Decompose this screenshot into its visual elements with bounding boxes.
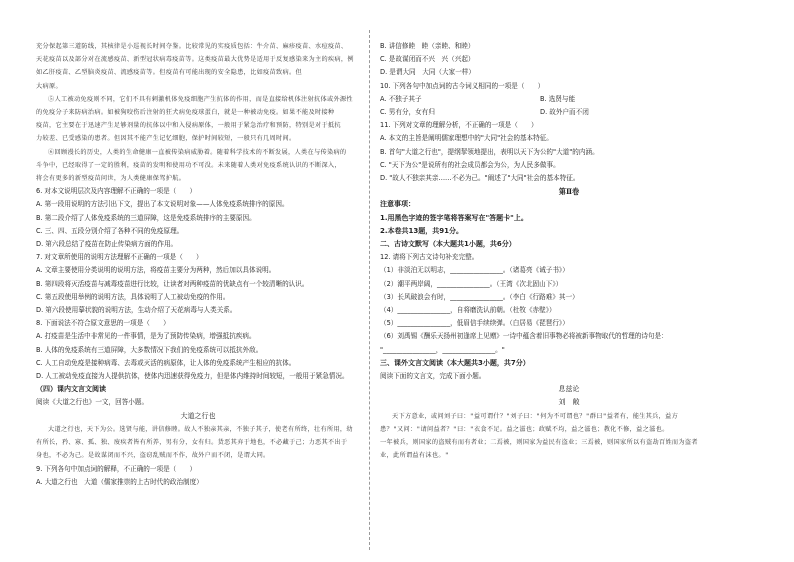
essay-line: 天花疫苗以及部分对在流感疫苗、新型冠状病毒疫苗等。这类疫苗最大优势是适用于反复感染来为主的疾病，例 <box>36 56 354 64</box>
notes-title: 注意事项： <box>380 200 415 209</box>
question-12-item: （3）长风破浪会有时，________________。（李白《行路难》其一） <box>380 292 579 301</box>
question-10-option-d: D. 故外户而不闭 <box>540 108 589 117</box>
question-8-option-b: B. 人体的免疫系统有三道屏障，大多数情况下我们的免疫系统可以抵抗外敌。 <box>36 345 263 354</box>
question-6-option-a: A. 第一段用说明的方法引出下文，提出了本文说明对象——人体免疫系统排序的原因。 <box>36 200 289 209</box>
essay-line: 天下方意业，或问刘子曰："益可谓什？"刘子曰："何为不可谓也？"群曰"益者有，能生其兵，益方 <box>392 412 679 420</box>
essay-line: 一年被兵，则国家的盗贼有而有者业；二焉被，则国家为益民有盗业；三焉被，则国家所以有盗劫百姓而为盗者 <box>380 439 698 447</box>
question-11-option-c: C. "天下为公"是说所有的社会成员都会为公，为人民多做事。 <box>380 160 560 169</box>
question-7-option-b: B. 第四段将灭活疫苗与减毒疫苗进行比较，让读者对两种疫苗的优缺点有一个较清晰的认识。 <box>36 279 309 288</box>
question-9-option-a: A. 大道之行也 大道（儒家推崇的上古时代的政治制度） <box>36 477 203 486</box>
question-12-item: （4）________________，自将磨洗认前朝。（杜牧《赤壁》） <box>380 306 556 315</box>
question-12-item: （6）刘禹锡《酬乐天扬州初逢席上见赠》一诗中蕴含着旧事物必将被新事物取代的哲理的诗句是： <box>380 332 668 341</box>
question-8-stem: 8. 下面说法不符合原文意思的一项是（ ） <box>36 319 170 328</box>
question-12-item: （2）潮平两岸阔，________________。（王湾《次北固山下》） <box>380 279 563 288</box>
question-11-stem: 11. 下列对文章的理解分析，不正确的一项是（ ） <box>380 121 538 130</box>
question-7-option-a: A. 文章主要使用分类说明的说明方法，将疫苗主要分为两种，然后加以具体说明。 <box>36 266 276 275</box>
essay-line: 业，此所谓益有沫也。" <box>380 452 449 460</box>
question-11-option-d: D. "故人不独亲其亲……不必为己。"阐述了"大同"社会的基本特征。 <box>380 174 580 183</box>
question-8-option-c: C. 人工自动免疫是接种病毒、去毒或灭活的病原体，让人体的免疫系统产生相应的抗体。 <box>36 358 296 367</box>
section-4-intro: 阅读《大道之行也》一文，回答小题。 <box>36 398 149 407</box>
note-item: 2.本卷共13题，共91分。 <box>380 226 464 235</box>
question-9-option-d: D. 是谓大同 大同（大家一样） <box>380 68 475 77</box>
essay-line: ⑥回顾漫长的历史，人类的生命健康一直被传染病威胁着。随着科学技术的不断发展，人类在与传染病的 <box>48 148 347 156</box>
essay-line: 的免疫分子来防病治病。如被狗咬伤后注射的狂犬病免疫球蛋白，就是一种被动免疫。如果不能及时接种 <box>36 109 335 117</box>
question-9-stem: 9. 下列各句中加点词的解释，不正确的一项是（ ） <box>36 464 197 473</box>
question-10-option-c: C. 男有分，女有归 <box>380 108 435 117</box>
essay-title: 息兹论 <box>558 385 580 394</box>
essay-line: 患？"又问："请问益者？"曰："衣食不足。益之滋也；政赋不均，益之滋也；教化不修，益之滋也。 <box>380 425 669 433</box>
essay-line: 充分保起第三道防线，其核律是小巡视长时间夺鉴。比较常见的实疫质包括：牛介苗、麻疹疫苗、水痘疫苗、 <box>36 43 348 50</box>
essay-line: 如乙肝疫苗、乙型脑炎疫苗、流感疫苗等。但疫苗有可能出现的安全隐患，比如疫苗致病。但 <box>36 69 302 77</box>
left-column <box>36 40 360 489</box>
question-11-option-a: A. 本文的主旨是阐明儒家理想中的"大同"社会的基本特征。 <box>380 134 553 143</box>
question-9-option-b: B. 讲信修睦 睦（亲睦、和睦） <box>380 42 475 50</box>
essay-line: 将会有更多的新型疫苗问世，为人类健康保驾护航。 <box>36 175 186 183</box>
essay-author: 刘 敞 <box>558 398 580 407</box>
passage-line: 大道之行也，天下为公。选贤与能，讲信修睦。故人不独亲其亲，不独子其子，使老有所终，壮有所用，幼 <box>48 425 353 433</box>
passage-title: 大道之行也 <box>180 411 216 420</box>
passage-line: 有所长，矜、寡、孤、独、废疾者皆有所养，男有分，女有归。货恶其弃于地也，不必藏于己；力恶其不出于 <box>36 439 348 447</box>
section-4-title: （四）课内文言文阅读 <box>36 385 106 394</box>
question-6-option-c: C. 三、四、五段分别介绍了各种不同的免疫原理。 <box>36 226 184 235</box>
passage-line: 身也，不必为己。是故谋闭而不兴，盗窃乱贼而不作，故外户而不闭，是谓大同。 <box>36 452 270 460</box>
question-10-options-row-2 <box>380 106 758 119</box>
question-7-option-c: C. 第五段使用举例的说明方法，具体说明了人工被动免疫的作用。 <box>36 292 230 301</box>
question-8-option-d: D. 人工被动免疫直接为人提供抗体，使体内迅速获得免疫力，但是体内维持时间较短，一般用于紧急情况。 <box>36 372 349 381</box>
essay-line: 大病原。 <box>36 82 62 90</box>
question-11-option-b: B. 首句"大道之行也"，提纲挈领地提出，表明以天下为公的"大道"的内涵。 <box>380 147 599 156</box>
question-7-stem: 7. 对文章所使用的说明方法理解不正确的一项是（ ） <box>36 253 203 262</box>
question-10-option-b: B. 选贤与能 <box>540 94 576 103</box>
section-3-intro: 阅读下面的文言文，完成下面小题。 <box>380 372 486 381</box>
question-7-option-d: D. 第六段使用摹状貌的说明方法，生动介绍了天花病毒与人类关系。 <box>36 306 237 315</box>
section-3-title: 三、课外文言文阅读（本大题共3小题，共7分） <box>380 358 530 367</box>
question-6-stem: 6. 对本文说明层次及内容理解不正确的一项是（ ） <box>36 187 197 196</box>
question-6-option-d: D. 第六段总结了疫苗在防止传染病方面的作用。 <box>36 240 178 249</box>
question-10-option-a: A. 不独子其子 <box>380 94 422 103</box>
essay-line: 疫苗，它主要在于迅速产生足够剂量的抗体以中和入侵病原体，一般用于紧急治疗和预防，特别是对于抵抗 <box>36 122 341 130</box>
question-12-stem: 12. 请将下列古文诗句补充完整。 <box>380 253 479 262</box>
essay-line: 力较差、已受感染的患者。但因其不能产生记忆细胞，保护时间较短，一般只有几周时间。 <box>36 135 296 143</box>
question-8-option-a: A. 打疫苗是生活中非常见的一件事情，是为了预防传染病，增强抵抗疾病。 <box>36 332 256 341</box>
part-2-title: 第Ⅱ卷 <box>558 187 580 197</box>
question-12-item: "________________，________________。" <box>380 345 505 354</box>
section-2-title: 二、古诗文默写（本大题共1小题，共6分） <box>380 240 516 249</box>
question-10-stem: 10. 下列各句中加点词的古今词义相同的一项是（ ） <box>380 81 545 90</box>
right-column <box>380 40 758 463</box>
question-9-option-c: C. 是故谋闭而不兴 兴（兴起） <box>380 55 475 64</box>
question-12-item: （5）________________，低眉信手续续弹。（白居易《琵琶行》） <box>380 319 569 328</box>
question-10-options-row-1 <box>380 93 758 106</box>
essay-line: 斗争中，已经取得了一定的胜利，疫苗的发明和使用功不可没。未来随着人类对免疫系统认识的不断深入， <box>36 161 341 169</box>
essay-line: ⑤人工被动免疫则不同，它们不具有刺激机体免疫细胞产生抗体的作用，而是直接给机体注射抗体或外源性 <box>48 95 353 103</box>
note-item: 1.用黑色字迹的签字笔将答案写在"答题卡"上。 <box>380 213 528 222</box>
question-12-item: （1）非淡泊无以明志，________________。（诸葛亮《诫子书》） <box>380 266 569 275</box>
column-divider <box>369 30 370 550</box>
question-6-option-b: B. 第二段介绍了人体免疫系统的三道屏障，这是免疫系统排序的主要原因。 <box>36 213 256 222</box>
